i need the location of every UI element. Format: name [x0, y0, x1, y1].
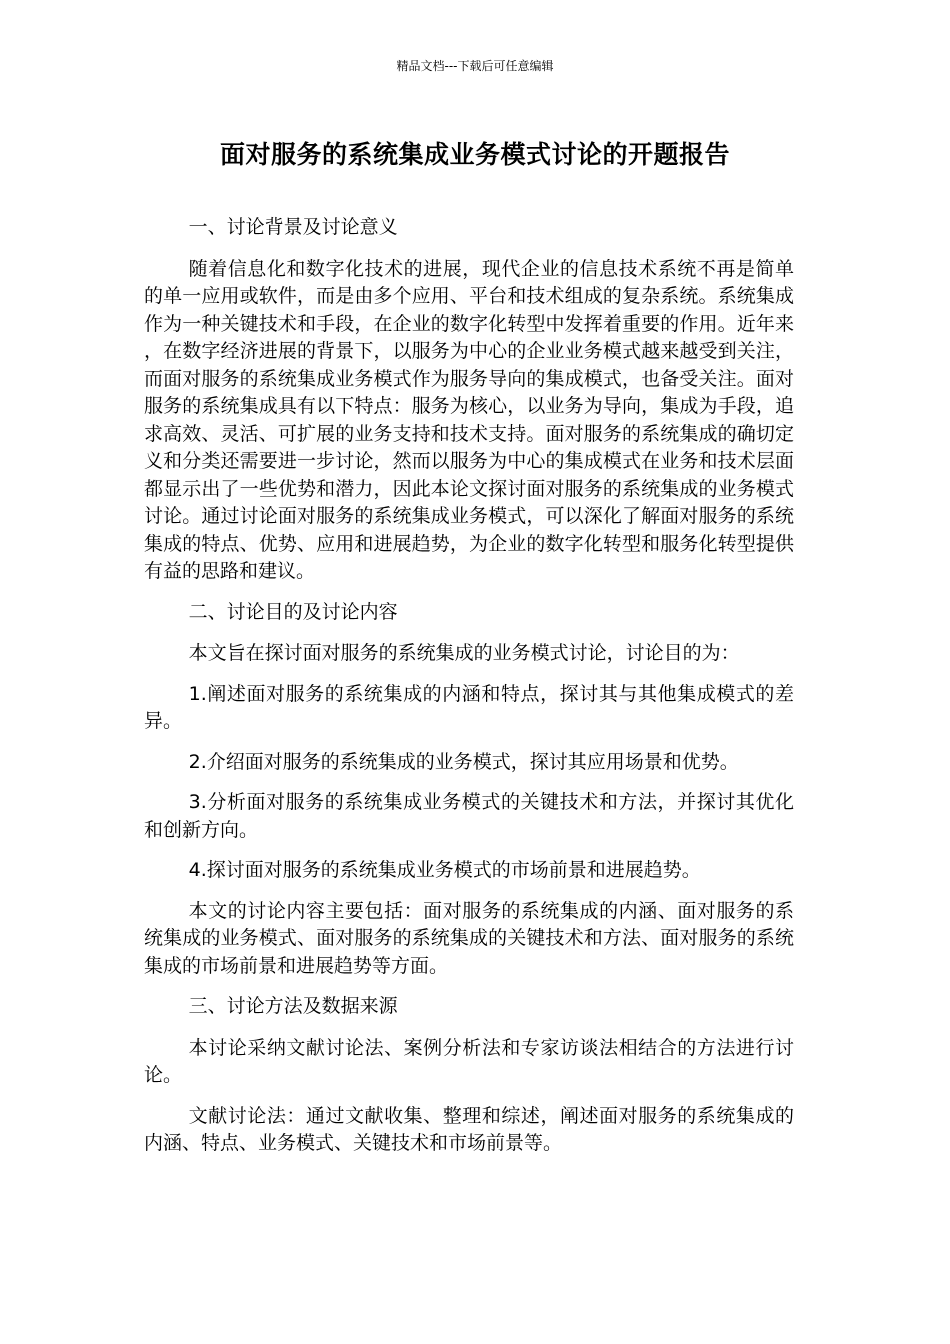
paragraph-methods: 本讨论采纳文献讨论法、案例分析法和专家访谈法相结合的方法进行讨论。 [144, 1036, 794, 1086]
list-item-objective-4: 4.探讨面对服务的系统集成业务模式的市场前景和进展趋势。 [188, 859, 701, 881]
document-body [144, 214, 794, 1171]
paragraph-background: 随着信息化和数字化技术的进展，现代企业的信息技术系统不再是简单的单一应用或软件，而是由多个应用、平台和技术组成的复杂系统。系统集成作为一种关键技术和手段，在企业的数字化转型中发挥着重要的作用。近年来，在数字经济进展的背景下，以服务为中心的企业业务模式越来越受到关注，而面对服务的系统集成业务模式作为服务导向的集成模式，也备受关注。面对服务的系统集成具有以下特点：服务为核心，以业务为导向，集成为手段，追求高效、灵活、可扩展的业务支持和技术支持。面对服务的系统集成的确切定义和分类还需要进一步讨论，然而以服务为中心的集成模式在业务和技术层面都显示出了一些优势和潜力，因此本论文探讨面对服务的系统集成的业务模式讨论。通过讨论面对服务的系统集成业务模式，可以深化了解面对服务的系统集成的特点、优势、应用和进展趋势，为企业的数字化转型和服务化转型提供有益的思路和建议。 [144, 257, 794, 582]
list-item-objective-1: 1.阐述面对服务的系统集成的内涵和特点，探讨其与其他集成模式的差异。 [144, 682, 794, 732]
list-item-objective-2: 2.介绍面对服务的系统集成的业务模式，探讨其应用场景和优势。 [188, 750, 739, 773]
section-heading-objectives: 二、讨论目的及讨论内容 [188, 600, 398, 623]
section-heading-methods: 三、讨论方法及数据来源 [188, 995, 398, 1017]
document-title: 面对服务的系统集成业务模式讨论的开题报告 [219, 140, 730, 169]
paragraph-objectives-intro: 本文旨在探讨面对服务的系统集成的业务模式讨论，讨论目的为： [188, 642, 740, 664]
paragraph-literature-method: 文献讨论法：通过文献收集、整理和综述，阐述面对服务的系统集成的内涵、特点、业务模式、关键技术和市场前景等。 [144, 1104, 794, 1154]
section-heading-background: 一、讨论背景及讨论意义 [188, 216, 398, 238]
list-item-objective-3: 3.分析面对服务的系统集成业务模式的关键技术和方法，并探讨其优化和创新方向。 [144, 791, 794, 841]
page-header: 精品文档---下载后可任意编辑 [396, 59, 554, 73]
paragraph-research-content: 本文的讨论内容主要包括：面对服务的系统集成的内涵、面对服务的系统集成的业务模式、面对服务的系统集成的关键技术和方法、面对服务的系统集成的市场前景和进展趋势等方面。 [144, 899, 794, 977]
